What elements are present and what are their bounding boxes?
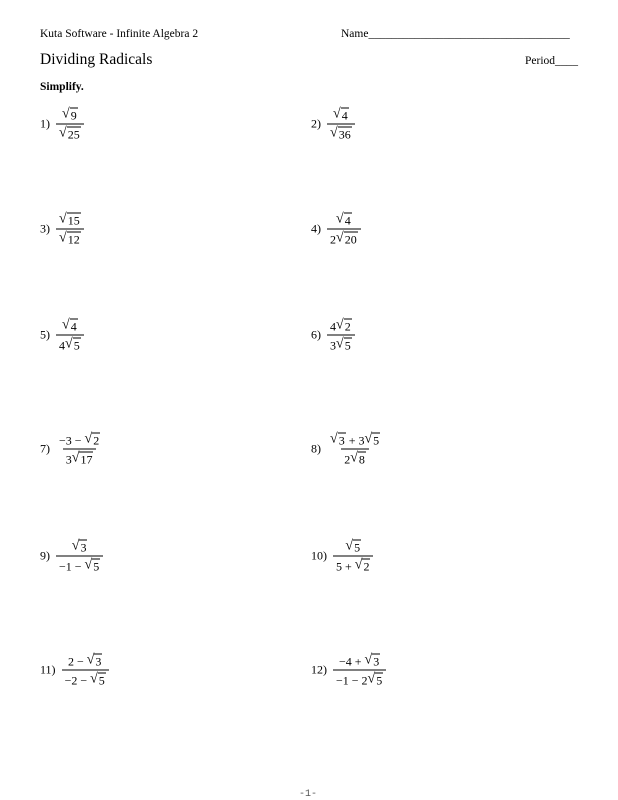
radicand: 8 [358,452,365,467]
radical-sign-icon: √ [330,431,338,447]
denominator [56,556,103,573]
page-number: -1- [299,789,318,800]
problem [311,319,355,352]
fraction [327,433,383,466]
problem [311,433,383,466]
coefficient: 3 [65,452,72,467]
radical [62,319,78,333]
page-title: Dividing Radicals [40,51,153,68]
numerator [56,213,84,229]
radical [336,213,352,227]
radicand: 4 [344,213,351,228]
denominator [341,449,369,466]
fraction [56,108,84,141]
radicand: 5 [344,338,351,353]
fraction [327,108,355,141]
radical [65,338,81,352]
radical-sign-icon: √ [336,317,344,333]
numerator [59,319,81,335]
radical [72,540,88,554]
radicand: 20 [344,232,357,247]
radicand: 5 [73,338,80,353]
problem-number: 11) [40,662,56,677]
name-field: Name___________________________________ [341,28,570,40]
radicand: 5 [373,433,380,448]
radical-sign-icon: √ [333,106,341,122]
denominator [56,124,84,141]
problem [311,540,373,573]
radical-sign-icon: √ [71,450,80,466]
radicand: 3 [338,433,345,448]
denominator [327,229,361,246]
radical [330,433,346,447]
denominator [333,556,373,573]
radical-sign-icon: √ [345,538,354,554]
coefficient: 4 [330,319,336,334]
radical [59,127,81,141]
problem-number: 1) [40,116,50,131]
radical [355,559,371,573]
problem [40,319,84,352]
problem-number: 6) [311,327,321,342]
radical-sign-icon: √ [336,230,344,246]
expression-prefix: −1 − [59,559,85,574]
problem-number: 2) [311,116,321,131]
radical-sign-icon: √ [336,336,344,352]
problem-number: 9) [40,548,50,563]
radical [85,559,101,573]
radical-sign-icon: √ [84,557,93,573]
fraction [62,654,109,687]
radical [336,232,358,246]
radical [336,319,352,333]
denominator [327,335,355,352]
fraction [333,654,386,687]
denominator [56,229,84,246]
radical-sign-icon: √ [59,125,67,141]
radical-sign-icon: √ [364,431,373,447]
expression-prefix: −3 − [59,433,85,448]
fraction [56,319,84,352]
radical-sign-icon: √ [330,125,338,141]
problem-number: 3) [40,221,50,236]
fraction [56,540,103,573]
radical [330,127,352,141]
radicand: 2 [93,433,100,448]
problem-number: 12) [311,662,327,677]
denominator [56,335,84,352]
radical [59,213,81,227]
numerator [327,433,383,449]
problem [311,213,361,246]
coefficient: 4 [59,338,65,353]
radical-sign-icon: √ [84,431,93,447]
coefficient: 2 [330,232,336,247]
radical [350,452,366,466]
problem-number: 10) [311,548,327,563]
expression-prefix: −1 − 2 [336,673,368,688]
denominator [327,124,355,141]
radical-sign-icon: √ [367,671,376,687]
problem [311,108,355,141]
problem [40,433,103,466]
radical [87,654,103,668]
radical-sign-icon: √ [86,652,95,668]
radical-sign-icon: √ [354,557,363,573]
numerator [69,540,91,556]
radicand: 9 [70,108,77,123]
expression-suffix: + 3 [345,433,365,448]
radical-sign-icon: √ [336,211,344,227]
radicand: 17 [80,452,93,467]
problem-number: 4) [311,221,321,236]
numerator [333,213,355,229]
radical [345,540,361,554]
radicand: 25 [67,127,80,142]
radicand: 4 [70,319,77,334]
radical [59,232,81,246]
expression-prefix: −4 + [339,654,365,669]
radicand: 15 [67,213,80,228]
numerator [342,540,364,556]
problem [311,654,386,687]
denominator [333,670,386,687]
problem [40,654,109,687]
fraction [327,319,355,352]
radicand: 3 [95,654,102,669]
radicand: 2 [344,319,351,334]
radicand: 36 [338,127,351,142]
radicand: 3 [373,654,380,669]
expression-prefix: −2 − [64,673,91,688]
problem-number: 5) [40,327,50,342]
radical [72,452,94,466]
radicand: 3 [80,540,87,555]
fraction [56,213,84,246]
radical-sign-icon: √ [90,671,98,687]
radical [85,433,101,447]
numerator [330,108,352,124]
fraction [333,540,373,573]
radical [90,673,106,687]
radicand: 4 [341,108,348,123]
problem-number: 7) [40,441,50,456]
radical [333,108,349,122]
denominator [62,670,109,687]
expression-prefix: 5 + [336,559,355,574]
radical-sign-icon: √ [59,230,67,246]
problem [40,540,103,573]
numerator [327,319,355,335]
radical-sign-icon: √ [62,317,70,333]
numerator [59,108,81,124]
problem-number: 8) [311,441,321,456]
radical-sign-icon: √ [71,538,80,554]
radicand: 5 [93,559,100,574]
instructions: Simplify. [40,81,84,93]
denominator [63,449,97,466]
radicand: 5 [376,673,383,688]
fraction [327,213,361,246]
numerator [336,654,383,670]
problem [40,108,84,141]
problem [40,213,84,246]
period-field: Period____ [525,55,579,67]
radicand: 5 [354,540,361,555]
publisher-text: Kuta Software - Infinite Algebra 2 [40,28,199,40]
coefficient: 3 [330,338,336,353]
radical-sign-icon: √ [364,652,373,668]
fraction [56,433,103,466]
radicand: 2 [363,559,370,574]
radicand: 12 [67,232,80,247]
radical [62,108,78,122]
radical [336,338,352,352]
radical-sign-icon: √ [62,106,70,122]
radical [368,673,384,687]
expression-prefix: 2 − [67,654,87,669]
radical [365,654,381,668]
radical [364,433,380,447]
radical-sign-icon: √ [59,211,67,227]
coefficient: 2 [344,452,351,467]
numerator [56,433,103,449]
radical-sign-icon: √ [350,450,358,466]
numerator [65,654,105,670]
radicand: 5 [98,673,105,688]
radical-sign-icon: √ [65,336,73,352]
